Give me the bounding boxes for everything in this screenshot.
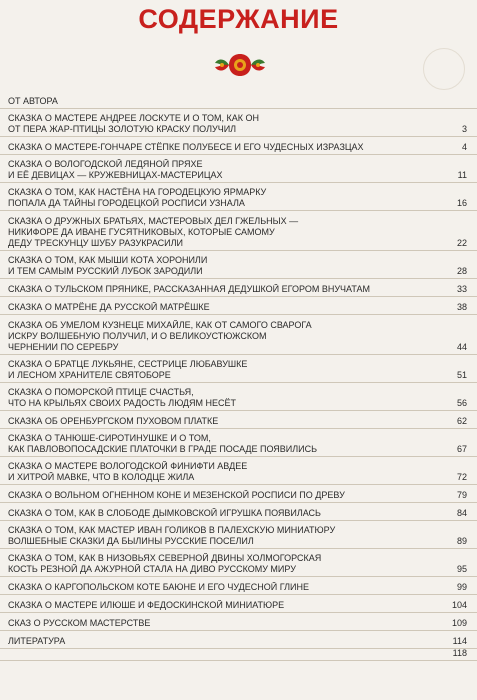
- toc-page-number: 104: [451, 600, 467, 610]
- toc-entry-title: СКАЗКА О ТУЛЬСКОМ ПРЯНИКЕ, РАССКАЗАННАЯ ДЕДУШКОЙ ЕГОРОМ ВНУЧАТАМ: [8, 284, 371, 294]
- page-title: СОДЕРЖАНИЕ: [138, 4, 339, 34]
- toc-page-number: 56: [456, 398, 467, 408]
- toc-entry-title: СКАЗКА ОБ ОРЕНБУРГСКОМ ПУХОВОМ ПЛАТКЕ: [8, 416, 219, 426]
- toc-entry-title: И ТЕМ САМЫМ РУССКИЙ ЛУБОК ЗАРОДИЛИ: [8, 266, 203, 276]
- toc-entry: [0, 137, 477, 155]
- toc-entry: [0, 595, 477, 613]
- toc-entry-title: СКАЗКА О ВОЛОГОДСКОЙ ЛЕДЯНОЙ ПРЯХЕ: [8, 159, 203, 169]
- toc-entry-title: СКАЗКА О ВОЛЬНОМ ОГНЕННОМ КОНЕ И МЕЗЕНСКОЙ РОСПИСИ ПО ДРЕВУ: [8, 490, 345, 500]
- toc-entry: [0, 109, 477, 137]
- toc-page-number: 38: [456, 302, 467, 312]
- toc-entry-title: СКАЗКА О ПОМОРСКОЙ ПТИЦЕ СЧАСТЬЯ,: [8, 387, 194, 397]
- toc-page-number: 62: [456, 416, 467, 426]
- toc-page-number: 89: [456, 536, 467, 546]
- toc-entry: [0, 429, 477, 457]
- toc-entry-title: И ЛЕСНОМ ХРАНИТЕЛЕ СВЯТОБОРЕ: [8, 370, 171, 380]
- toc-entry: [0, 279, 477, 297]
- toc-entry-title: СКАЗКА О МАСТЕРЕ АНДРЕЕ ЛОСКУТЕ И О ТОМ, КАК ОН: [8, 113, 259, 123]
- toc-entry-title: СКАЗКА О МАСТЕРЕ-ГОНЧАРЕ СТЁПКЕ ПОЛУБЕСЕ И ЕГО ЧУДЕСНЫХ ИЗРАЗЦАХ: [8, 142, 364, 152]
- toc-page-number: 22: [456, 238, 467, 248]
- toc-entry: [0, 411, 477, 429]
- toc-entry: [0, 315, 477, 355]
- toc-entry-title: И ЕЁ ДЕВИЦАХ — КРУЖЕВНИЦАХ-МАСТЕРИЦАХ: [8, 170, 223, 180]
- toc-entry: [0, 94, 477, 109]
- toc-entry-title: ЛИТЕРАТУРА: [8, 636, 66, 646]
- toc-entry-title: ОТ ПЕРА ЖАР-ПТИЦЫ ЗОЛОТУЮ КРАСКУ ПОЛУЧИЛ: [8, 124, 237, 134]
- toc-entry-title: СКАЗКА О ТОМ, КАК В СЛОБОДЕ ДЫМКОВСКОЙ ИГРУШКА ПОЯВИЛАСЬ: [8, 508, 321, 518]
- toc-entry: [0, 577, 477, 595]
- toc-page-number: 33: [456, 284, 467, 294]
- toc-page-number: 44: [456, 342, 467, 352]
- toc-entry: [0, 155, 477, 183]
- toc-entry: [0, 457, 477, 485]
- toc-entry: [0, 649, 477, 661]
- background-stamp: [423, 48, 465, 90]
- toc-entry-title: СКАЗКА О КАРГОПОЛЬСКОМ КОТЕ БАЮНЕ И ЕГО ЧУДЕСНОЙ ГЛИНЕ: [8, 582, 309, 592]
- toc-entry-title: СКАЗКА О ТОМ, КАК МАСТЕР ИВАН ГОЛИКОВ В ПАЛЕХСКУЮ МИНИАТЮРУ: [8, 525, 336, 535]
- toc-entry-title: СКАЗКА О ТОМ, КАК НАСТЁНА НА ГОРОДЕЦКУЮ ЯРМАРКУ: [8, 187, 267, 197]
- toc-page-number: 4: [461, 142, 467, 152]
- toc-entry: [0, 383, 477, 411]
- toc-entry-title: СКАЗКА О МАСТЕРЕ ВОЛОГОДСКОЙ ФИНИФТИ АВДЕЕ: [8, 461, 248, 471]
- toc-entry-title: КОСТЬ РЕЗНОЙ ДА АЖУРНОЙ СТАЛА НА ДИВО РУССКОМУ МИРУ: [8, 564, 296, 574]
- toc-entry: [0, 355, 477, 383]
- toc-entry-title: СКАЗКА О МАТРЁНЕ ДА РУССКОЙ МАТРЁШКЕ: [8, 302, 210, 312]
- toc-page-number: 11: [457, 170, 467, 180]
- toc-entry-title: ОТ АВТОРА: [8, 96, 58, 106]
- toc-entry: [0, 631, 477, 649]
- floral-ornament-icon: [213, 50, 267, 80]
- toc-page-number: 118: [452, 648, 467, 658]
- toc-entry: [0, 297, 477, 315]
- toc-page-number: 72: [456, 472, 467, 482]
- toc-page-number: 109: [451, 618, 467, 628]
- toc-page-number: 67: [456, 444, 467, 454]
- toc-entry: [0, 549, 477, 577]
- toc-entry: [0, 183, 477, 211]
- toc-entry-title: СКАЗКА О ТОМ, КАК МЫШИ КОТА ХОРОНИЛИ: [8, 255, 208, 265]
- toc-entry-title: И ХИТРОЙ МАВКЕ, ЧТО В КОЛОДЦЕ ЖИЛА: [8, 472, 195, 482]
- toc-entry-title: СКАЗКА О ТОМ, КАК В НИЗОВЬЯХ СЕВЕРНОЙ ДВИНЫ ХОЛМОГОРСКАЯ: [8, 553, 322, 563]
- toc-entry-title: СКАЗКА О МАСТЕРЕ ИЛЮШЕ И ФЕДОСКИНСКОЙ МИНИАТЮРЕ: [8, 600, 285, 610]
- toc-entry-title: СКАЗКА О БРАТЦЕ ЛУКЬЯНЕ, СЕСТРИЦЕ ЛЮБАВУШКЕ: [8, 359, 248, 369]
- toc-entry-title: СКАЗКА О ДРУЖНЫХ БРАТЬЯХ, МАСТЕРОВЫХ ДЕЛ ГЖЕЛЬНЫХ —: [8, 216, 299, 226]
- toc-page-number: 84: [456, 508, 467, 518]
- toc-page-number: 95: [456, 564, 467, 574]
- toc-entry-title: СКАЗКА ОБ УМЕЛОМ КУЗНЕЦЕ МИХАЙЛЕ, КАК ОТ САМОГО СВАРОГА: [8, 320, 312, 330]
- toc-entry-title: ЧЕРНЕНИИ ПО СЕРЕБРУ: [8, 342, 119, 352]
- toc-entry: [0, 521, 477, 549]
- toc-entry-title: КАК ПАВЛОВОПОСАДСКИЕ ПЛАТОЧКИ В ГРАДЕ ПОСАДЕ ПОЯВИЛИСЬ: [8, 444, 318, 454]
- toc-entry-title: ПОПАЛА ДА ТАЙНЫ ГОРОДЕЦКОЙ РОСПИСИ УЗНАЛА: [8, 198, 245, 208]
- toc-entry-title: ЧТО НА КРЫЛЬЯХ СВОИХ РАДОСТЬ ЛЮДЯМ НЕСЁТ: [8, 398, 237, 408]
- toc-entry: [0, 251, 477, 279]
- toc-page-number: 16: [456, 198, 467, 208]
- toc-page-number: 28: [456, 266, 467, 276]
- toc-entry: [0, 485, 477, 503]
- toc-entry: [0, 503, 477, 521]
- toc-page-number: 3: [461, 124, 467, 134]
- toc-entry-title: СКАЗ О РУССКОМ МАСТЕРСТВЕ: [8, 618, 151, 628]
- toc-page-number: 114: [452, 636, 467, 646]
- toc-entry: [0, 211, 477, 251]
- table-of-contents: [0, 94, 477, 661]
- toc-page-number: 51: [456, 370, 467, 380]
- toc-entry-title: ВОЛШЕБНЫЕ СКАЗКИ ДА БЫЛИНЫ РУССКИЕ ПОСЕЛИЛ: [8, 536, 254, 546]
- toc-entry-title: НИКИФОРЕ ДА ИВАНЕ ГУСЯТНИКОВЫХ, КОТОРЫЕ САМОМУ: [8, 227, 275, 237]
- toc-page-number: 79: [456, 490, 467, 500]
- toc-entry-title: ДЕДУ ТРЕСКУНЦУ ШУБУ РАЗУКРАСИЛИ: [8, 238, 183, 248]
- toc-entry-title: ИСКРУ ВОЛШЕБНУЮ ПОЛУЧИЛ, И О ВЕЛИКОУСТЮЖСКОМ: [8, 331, 267, 341]
- toc-entry-title: СКАЗКА О ТАНЮШЕ-СИРОТИНУШКЕ И О ТОМ,: [8, 433, 211, 443]
- toc-entry: [0, 613, 477, 631]
- toc-page-number: 99: [456, 582, 467, 592]
